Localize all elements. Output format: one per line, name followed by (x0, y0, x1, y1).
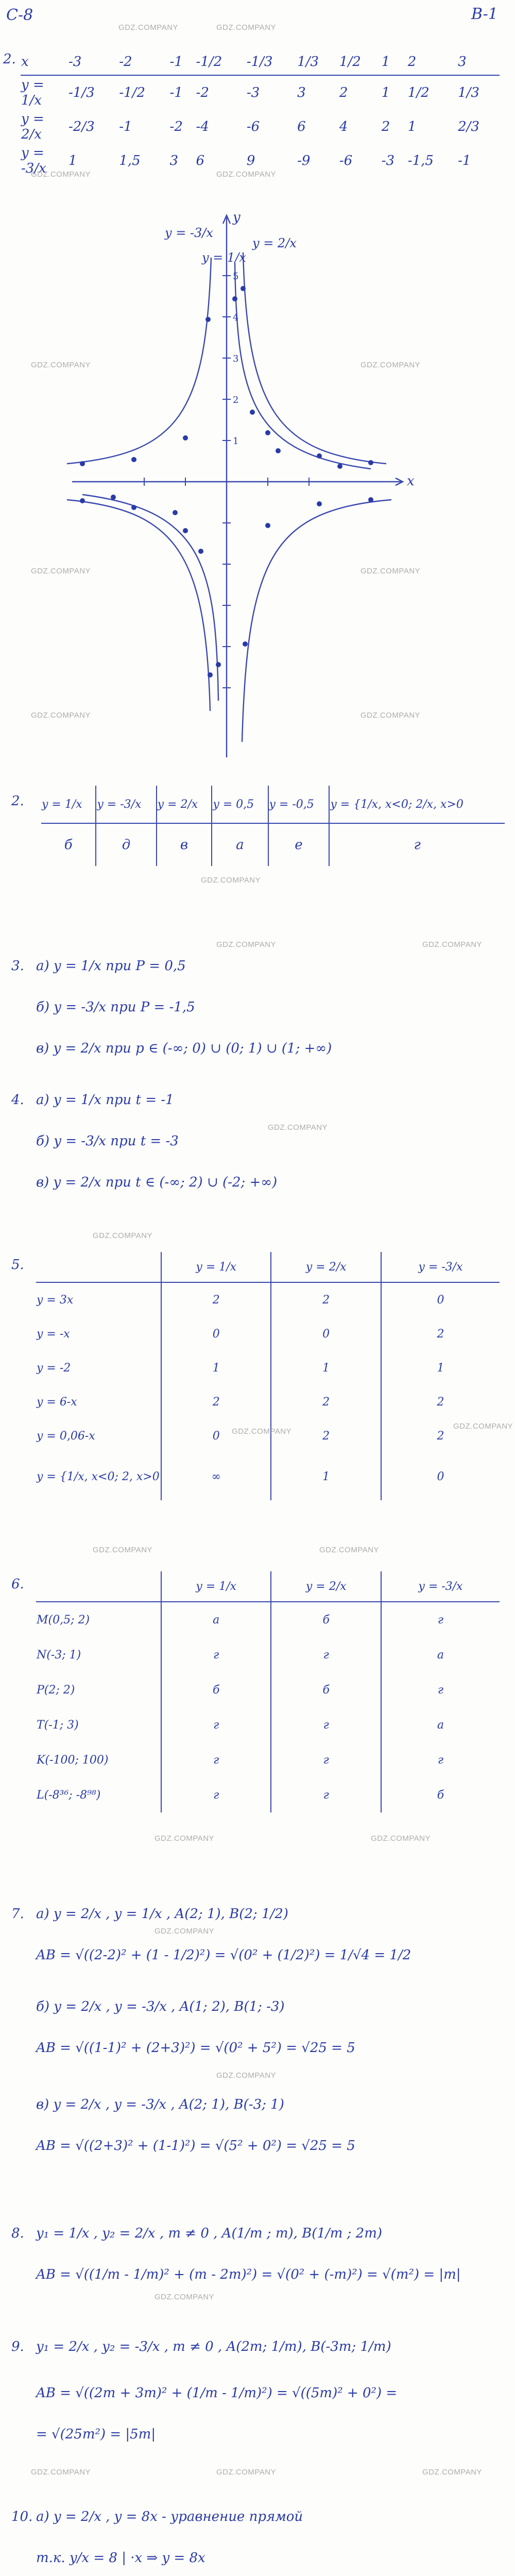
table-cell: y = 1/x (161, 1252, 271, 1282)
table-cell: -1/2 (119, 85, 145, 100)
table-cell: 0 (161, 1317, 271, 1351)
table-cell: 2 (271, 1282, 381, 1317)
table-cell: г (271, 1637, 381, 1672)
table-row (36, 1637, 500, 1672)
task3-line: а) y = 1/x при P = 0,5 (36, 958, 186, 974)
watermark: GDZ.COMPANY (216, 2468, 277, 2477)
tick-label: 1 (233, 436, 239, 447)
table-cell: T(-1; 3) (36, 1707, 161, 1742)
table-cell: -1,5 (407, 153, 434, 168)
tick-label: 3 (233, 353, 239, 364)
table-cell: -4 (196, 119, 209, 134)
table-cell: б (437, 1788, 444, 1802)
table-cell: -3 (68, 54, 82, 70)
task7-line: б) y = 2/x , y = -3/x , A(1; 2), B(1; -3) (36, 1999, 285, 2014)
table-row (36, 1777, 500, 1812)
table-cell: -1 (119, 119, 132, 134)
watermark: GDZ.COMPANY (201, 876, 261, 885)
task4-line: б) y = -3/x при t = -3 (36, 1133, 179, 1149)
task4-line: а) y = 1/x при t = -1 (36, 1092, 174, 1108)
table-row (36, 1707, 500, 1742)
table-row (36, 1742, 500, 1777)
table-cell: -1/2 (196, 54, 222, 70)
watermark: GDZ.COMPANY (422, 2468, 483, 2477)
table-cell: 2 (271, 1385, 381, 1419)
table-cell: -1 (169, 85, 183, 100)
watermark: GDZ.COMPANY (154, 2293, 215, 2301)
watermark: GDZ.COMPANY (268, 1123, 328, 1132)
table-cell: N(-3; 1) (36, 1637, 161, 1672)
watermark: GDZ.COMPANY (31, 170, 91, 179)
table-cell: 1 (68, 153, 77, 168)
table-cell: б (271, 1602, 381, 1637)
table-cell: y = 2/x (157, 786, 212, 823)
table-cell: y = -0,5 (268, 786, 330, 823)
task3-line: в) y = 2/x при p ∈ (-∞; 0) ∪ (0; 1) ∪ (1; +∞) (36, 1041, 332, 1056)
watermark: GDZ.COMPANY (453, 1422, 513, 1431)
table-cell: y = 2/x (271, 1571, 381, 1602)
watermark: GDZ.COMPANY (216, 2071, 277, 2080)
table-cell: 1 (161, 1351, 271, 1385)
watermark: GDZ.COMPANY (216, 23, 277, 32)
table-cell: б (271, 1672, 381, 1707)
task3-line: б) y = -3/x при P = -1,5 (36, 999, 195, 1015)
watermark: GDZ.COMPANY (118, 23, 179, 32)
watermark: GDZ.COMPANY (154, 1927, 215, 1936)
table-cell: y = 3x (36, 1282, 161, 1317)
task7-line: в) y = 2/x , y = -3/x , A(2; 1), B(-3; 1) (36, 2097, 284, 2112)
table-cell: 1/3 (458, 85, 479, 100)
table-cell: а (437, 1648, 444, 1662)
table-cell: -9 (297, 153, 311, 168)
curve-label: y = -3/x (165, 226, 213, 240)
table-cell: P(2; 2) (36, 1672, 161, 1707)
watermark: GDZ.COMPANY (422, 940, 483, 949)
table-cell: 0 (437, 1293, 444, 1307)
task4-line: в) y = 2/x при t ∈ (-∞; 2) ∪ (-2; +∞) (36, 1175, 278, 1190)
table-cell: 1/2 (339, 54, 361, 70)
table-cell: y = 2/x (271, 1252, 381, 1282)
table-cell: -2 (119, 54, 132, 70)
table-row (36, 1317, 500, 1351)
curve-2-over-x-q3 (67, 500, 210, 711)
watermark: GDZ.COMPANY (31, 567, 91, 575)
task1-number: 2. (3, 52, 16, 67)
curve-label: y = 2/x (252, 236, 297, 250)
table-cell: -1/3 (246, 54, 273, 70)
task8-line: y₁ = 1/x , y₂ = 2/x , m ≠ 0 , A(1/m ; m), B(1/m ; 2m) (36, 2226, 383, 2241)
watermark: GDZ.COMPANY (216, 940, 277, 949)
tick-label: 5 (233, 271, 239, 282)
table-cell: г (414, 837, 421, 853)
table-cell: г (271, 1742, 381, 1777)
table-cell: 2/3 (458, 119, 479, 134)
curve-label: y = 1/x (202, 250, 246, 265)
table-cell: ∞ (161, 1453, 271, 1500)
table-row (36, 1282, 500, 1317)
task2-number: 2. (11, 793, 24, 809)
table-cell: г (437, 1613, 444, 1626)
watermark: GDZ.COMPANY (360, 361, 421, 369)
table-row (21, 110, 500, 144)
watermark: GDZ.COMPANY (319, 1546, 380, 1554)
table-cell: 1/2 (407, 85, 430, 100)
table-cell: y = -x (36, 1317, 161, 1351)
task9-number: 9. (11, 2339, 24, 2354)
table-cell: д (96, 823, 156, 866)
table-cell: г (437, 1683, 444, 1697)
watermark: GDZ.COMPANY (154, 1834, 215, 1843)
table-cell: -6 (339, 153, 353, 168)
table-cell: а (161, 1602, 271, 1637)
table-cell: 1 (381, 54, 390, 70)
watermark: GDZ.COMPANY (31, 711, 91, 720)
table-cell: 2 (339, 85, 348, 100)
table-cell: 2 (437, 1327, 444, 1341)
table-cell: x (21, 54, 29, 70)
watermark: GDZ.COMPANY (93, 1231, 153, 1240)
table-cell: -3 (381, 153, 395, 168)
table-cell: г (161, 1637, 271, 1672)
table-cell: в (157, 823, 212, 866)
table-cell: 1 (271, 1351, 381, 1385)
table-cell: M(0,5; 2) (36, 1602, 161, 1637)
task7-number: 7. (11, 1906, 24, 1922)
page-title-right: B-1 (471, 5, 498, 23)
table-cell: б (41, 823, 96, 866)
y-axis-label: y (233, 210, 241, 225)
x-axis-label: x (407, 473, 415, 489)
task10-line: т.к. y/x = 8 | ·x ⇒ y = 8x (36, 2550, 205, 2566)
table-cell: г (161, 1707, 271, 1742)
watermark: GDZ.COMPANY (232, 1427, 292, 1436)
table-cell: 1 (437, 1361, 444, 1375)
table-cell: -3 (246, 85, 260, 100)
task7-line: AB = √((2+3)² + (1-1)²) = √(5² + 0²) = √25 = 5 (36, 2138, 355, 2154)
task4-number: 4. (11, 1092, 24, 1108)
watermark: GDZ.COMPANY (31, 361, 91, 369)
table-cell: 2 (437, 1429, 444, 1443)
table-cell: 2 (161, 1282, 271, 1317)
table-cell: -6 (246, 119, 260, 134)
table-cell: y = 0,06-x (36, 1419, 161, 1453)
task7-line: AB = √((1-1)² + (2+3)²) = √(0² + 5²) = √25 = 5 (36, 2040, 355, 2056)
table-cell: y = {1/x, x<0; 2, x>0 (36, 1453, 161, 1500)
table-cell: K(-100; 100) (36, 1742, 161, 1777)
task8-number: 8. (11, 2226, 24, 2241)
watermark: GDZ.COMPANY (371, 1834, 431, 1843)
task3-number: 3. (11, 958, 24, 974)
table-cell (36, 1571, 161, 1602)
task7-line: AB = √((2-2)² + (1 - 1/2)²) = √(0² + (1/2)²) = 1/√4 = 1/2 (36, 1947, 411, 1963)
table-cell: -2 (196, 85, 209, 100)
table-cell: -2 (169, 119, 183, 134)
watermark: GDZ.COMPANY (360, 711, 421, 720)
table-cell: 0 (437, 1470, 444, 1483)
table-cell: а (437, 1718, 444, 1732)
task9-line: = √(25m²) = |5m| (36, 2427, 156, 2442)
table-cell: -1 (458, 153, 471, 168)
table-row (36, 1453, 500, 1500)
table-cell (36, 1252, 161, 1282)
watermark: GDZ.COMPANY (360, 567, 421, 575)
table-cell: 6 (297, 119, 306, 134)
table-cell: 4 (339, 119, 348, 134)
table-cell: -1 (169, 54, 183, 70)
table-cell: y = -3/x (418, 1260, 463, 1274)
table-cell: L(-8³⁶; -8⁹⁸) (36, 1777, 161, 1812)
task7-line: а) y = 2/x , y = 1/x , A(2; 1), B(2; 1/2) (36, 1906, 288, 1922)
table-cell: y = -3/x (96, 786, 156, 823)
table-row (36, 1672, 500, 1707)
page-title-left: C-8 (6, 6, 33, 24)
table-cell: 1 (381, 85, 390, 100)
table-cell: -1/3 (68, 85, 95, 100)
table-cell: г (161, 1742, 271, 1777)
table-cell: 2 (407, 54, 417, 70)
table-cell: y = 1/x (161, 1571, 271, 1602)
table-cell: -2/3 (68, 119, 95, 134)
table-cell: 3 (458, 54, 467, 70)
table-cell: 2 (437, 1395, 444, 1409)
table-cell: г (437, 1753, 444, 1767)
task9-line: AB = √((2m + 3m)² + (1/m - 1/m)²) = √((5m)² + 0²) = (36, 2385, 398, 2401)
table-row (36, 1385, 500, 1419)
table-cell: 3 (169, 153, 179, 168)
table-row (36, 1602, 500, 1637)
watermark: GDZ.COMPANY (31, 2468, 91, 2477)
table-row (36, 1351, 500, 1385)
curve-neg3-over-x-q4 (242, 500, 391, 742)
watermark: GDZ.COMPANY (93, 1546, 153, 1554)
table-cell: 1 (407, 119, 417, 134)
table-cell: г (271, 1777, 381, 1812)
curve-2-over-x-q1 (243, 252, 386, 464)
table-cell: y = 0,5 (212, 786, 268, 823)
watermark: GDZ.COMPANY (216, 170, 277, 179)
table-cell: 2 (271, 1419, 381, 1453)
table-cell: y = -3/x (418, 1580, 463, 1593)
table-cell: 2 (161, 1385, 271, 1419)
table-cell: 1,5 (119, 153, 141, 168)
tick-label: 4 (233, 312, 239, 323)
task5-number: 5. (11, 1257, 24, 1273)
table-cell: г (161, 1777, 271, 1812)
row-label: y = 1/x (21, 77, 44, 108)
table-row (36, 1419, 500, 1453)
table-cell: 0 (271, 1317, 381, 1351)
table-cell: 6 (196, 153, 205, 168)
table-cell: y = 6-x (36, 1385, 161, 1419)
task6-number: 6. (11, 1577, 24, 1592)
table-cell: 3 (297, 85, 306, 100)
table-cell: г (271, 1707, 381, 1742)
task10-number: 10. (11, 2509, 33, 2524)
table-cell: y = {1/x, x<0; 2/x, x>0 (330, 798, 464, 811)
task10-line: а) y = 2/x , y = 8x - уравнение прямой (36, 2509, 303, 2524)
table-cell: y = -2 (36, 1351, 161, 1385)
table-cell: 2 (381, 119, 390, 134)
row-label: y = -3/x (21, 145, 46, 176)
table-cell: 9 (246, 153, 255, 168)
row-label: y = 2/x (21, 111, 44, 142)
table-cell: y = 1/x (41, 786, 96, 823)
task9-line: y₁ = 2/x , y₂ = -3/x , m ≠ 0 , A(2m; 1/m), B(-3m; 1/m) (36, 2339, 391, 2354)
table-cell: е (268, 823, 330, 866)
table-row (21, 75, 500, 110)
table-header-row (21, 49, 500, 75)
table-cell: 0 (161, 1419, 271, 1453)
table-cell: 1/3 (297, 54, 319, 70)
table-cell: а (212, 823, 268, 866)
table-cell: б (161, 1672, 271, 1707)
hyperbola-graph (10, 196, 453, 773)
tick-label: 2 (233, 395, 239, 405)
task8-line: AB = √((1/m - 1/m)² + (m - 2m)²) = √(0² + (-m)²) = √(m²) = |m| (36, 2267, 461, 2282)
table-cell: 1 (271, 1453, 381, 1500)
